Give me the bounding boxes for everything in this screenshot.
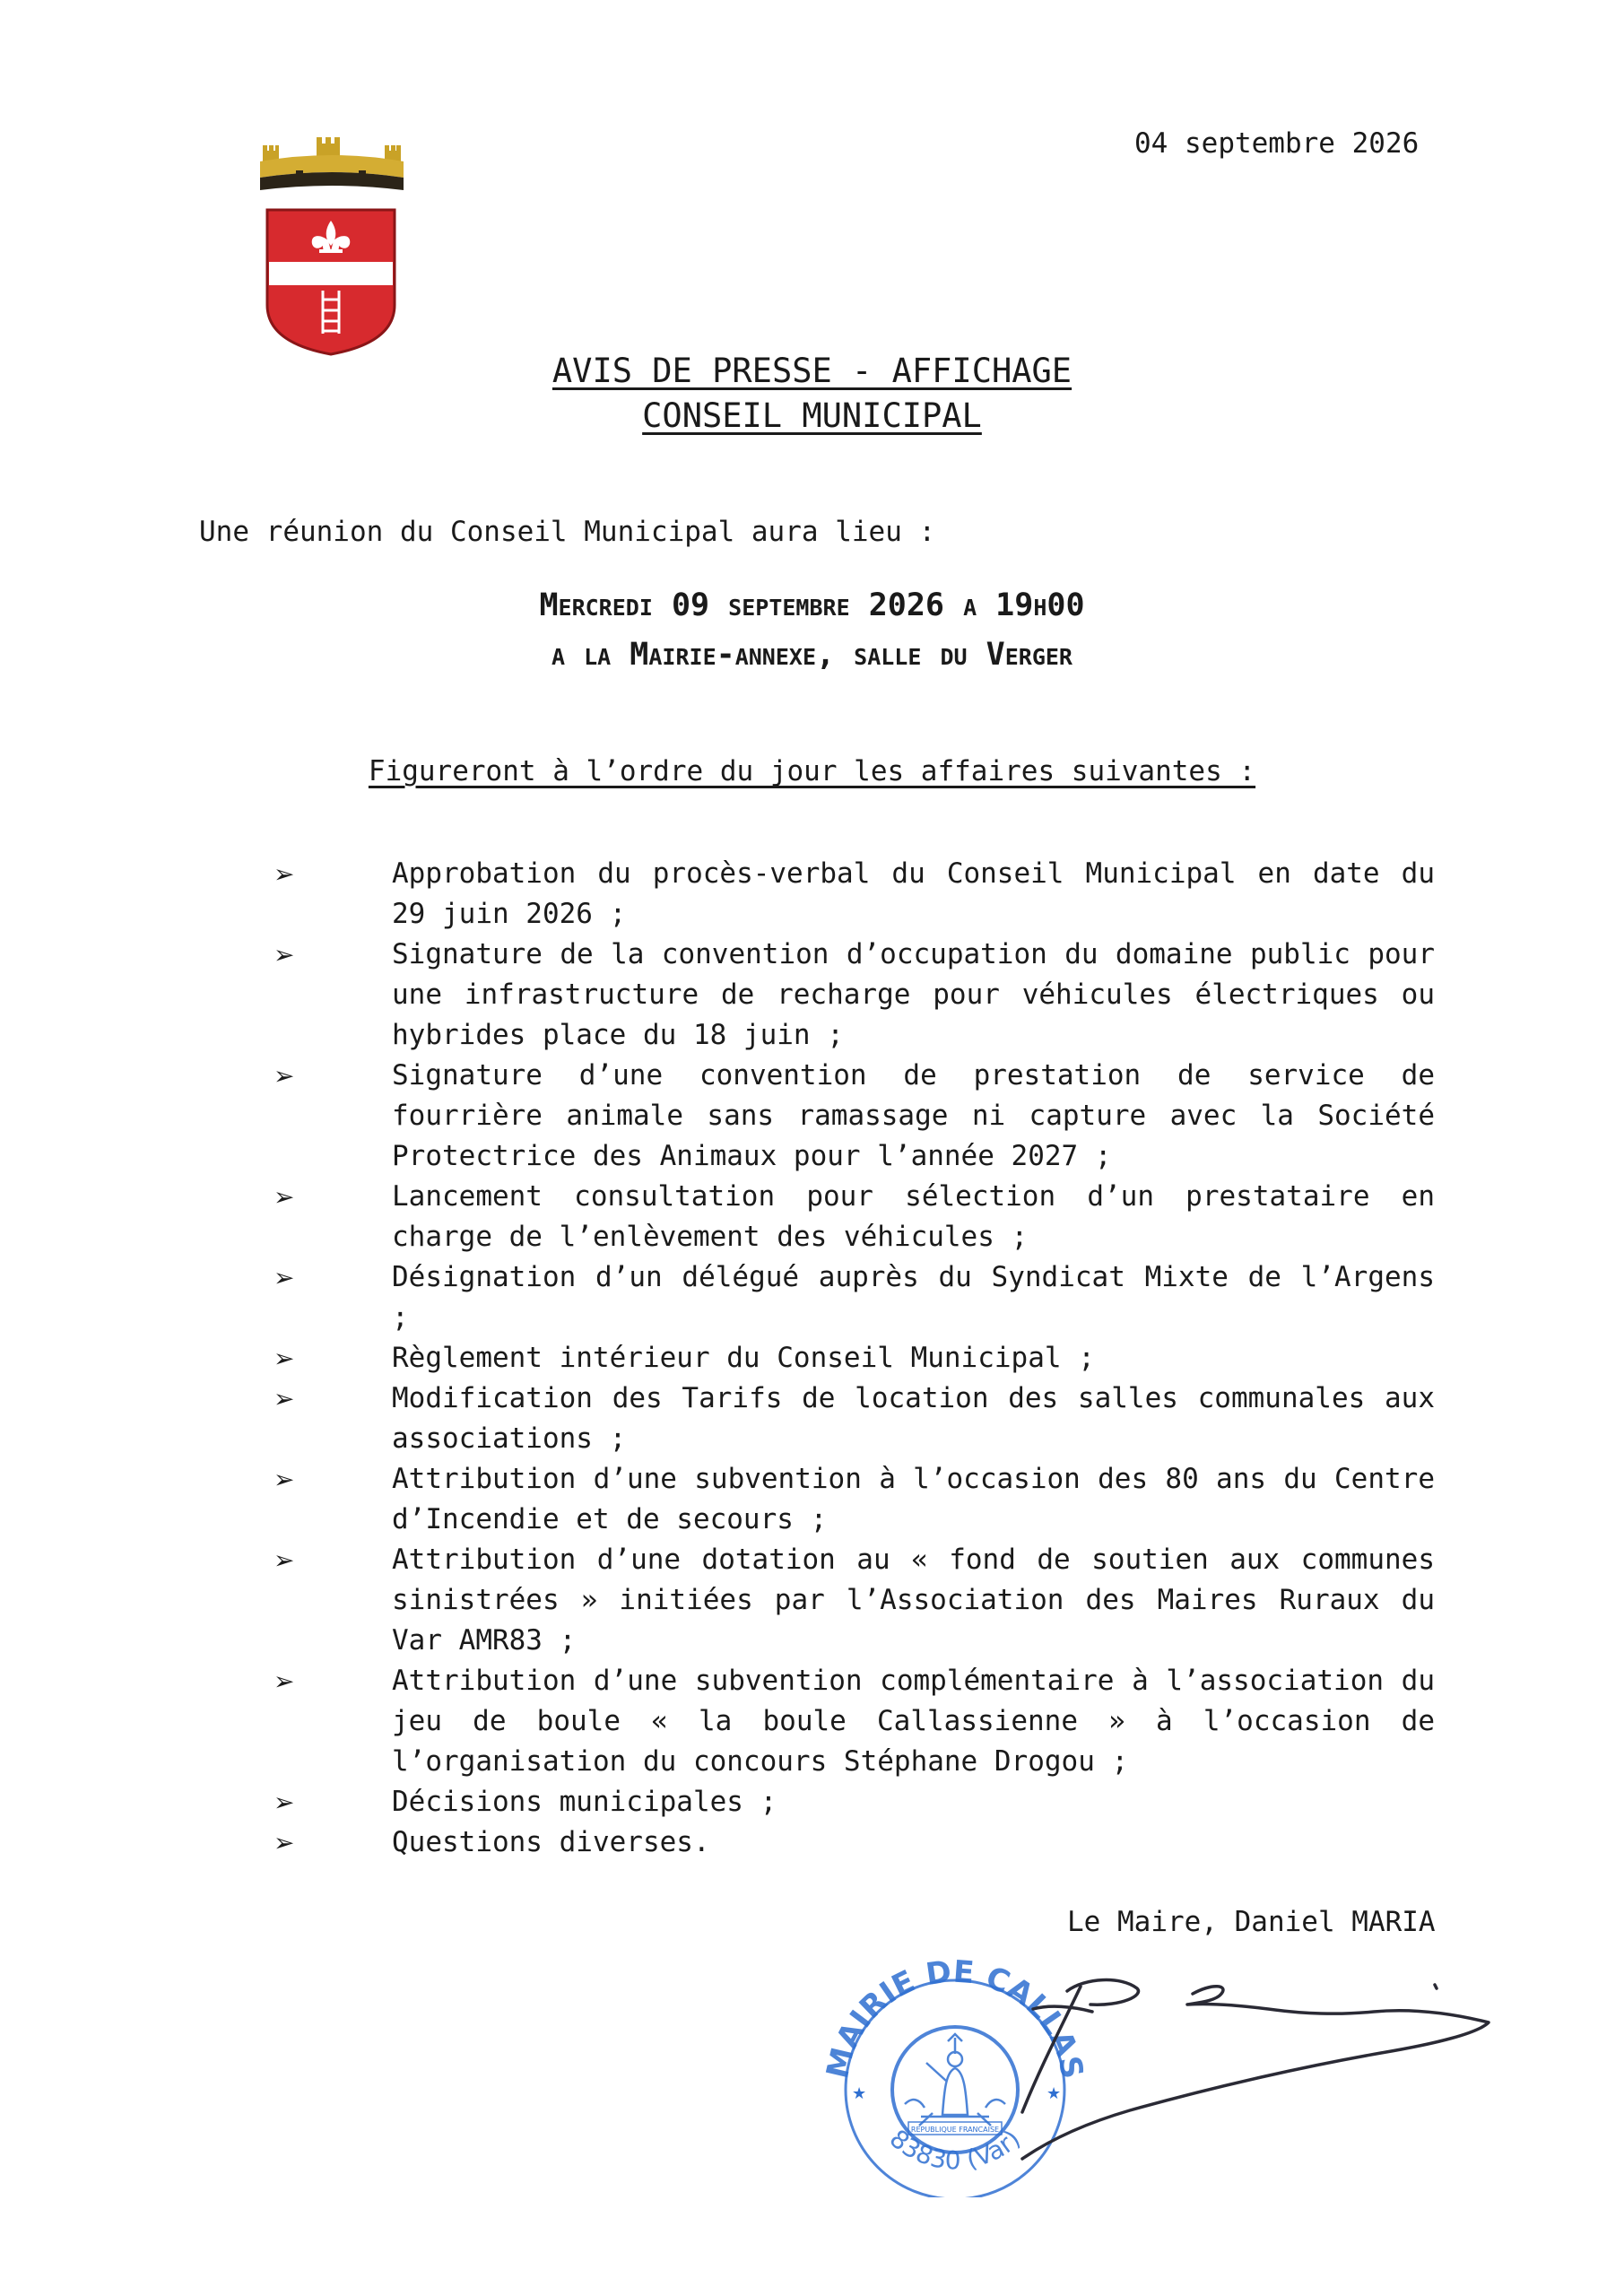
agenda-item-text: Attribution d’une subvention à l’occasion des 80 ans du Centre d’Incendie et de secours ; — [392, 1463, 1435, 1535]
agenda-item — [274, 1540, 1435, 1661]
shield-icon — [267, 210, 395, 354]
agenda-item-text: Attribution d’une subvention complémentaire à l’association du jeu de boule « la boule Callassienne » à l’occasion de l’organisation du concours Stéphane Drogou ; — [392, 1665, 1435, 1778]
agenda-item — [274, 1378, 1435, 1459]
notice-title: AVIS DE PRESSE - AFFICHAGE — [551, 352, 1073, 390]
arrow-bullet-icon: ➢ — [274, 1344, 295, 1373]
agenda-item — [274, 854, 1435, 935]
arrow-bullet-icon: ➢ — [274, 1828, 295, 1857]
agenda-item-text: Décisions municipales ; — [392, 1786, 777, 1818]
arrow-bullet-icon: ➢ — [274, 1545, 295, 1575]
crown-icon — [260, 137, 404, 190]
agenda-list — [274, 854, 1435, 1863]
agenda-item-text: Questions diverses. — [392, 1826, 710, 1858]
agenda-item — [274, 1177, 1435, 1257]
agenda-item — [274, 1459, 1435, 1540]
agenda-item-text: Règlement intérieur du Conseil Municipal ; — [392, 1342, 1095, 1374]
agenda-item-text: Approbation du procès-verbal du Conseil Municipal en date du 29 juin 2026 ; — [392, 857, 1435, 930]
svg-text:REPUBLIQUE FRANCAISE: REPUBLIQUE FRANCAISE — [910, 2126, 1000, 2134]
svg-text:★: ★ — [1046, 2084, 1062, 2103]
arrow-bullet-icon: ➢ — [274, 1787, 295, 1817]
intro-text: Une réunion du Conseil Municipal aura lieu : — [199, 516, 936, 548]
svg-text:MAIRIE DE CALLAS: MAIRIE DE CALLAS — [820, 1955, 1090, 2083]
notice-subtitle: CONSEIL MUNICIPAL — [642, 396, 982, 435]
agenda-item — [274, 1782, 1435, 1822]
document-date: 04 septembre 2026 — [1134, 127, 1420, 160]
agenda-item — [274, 1338, 1435, 1378]
arrow-bullet-icon: ➢ — [274, 1666, 295, 1696]
meeting-location: a la Mairie-annexe, salle du Verger — [551, 637, 1073, 673]
meeting-datetime: Mercredi 09 septembre 2026 a 19h00 — [539, 587, 1085, 623]
agenda-heading: Figureront à l’ordre du jour les affaires suivantes : — [368, 755, 1256, 787]
mayor-signature-line: Le Maire, Daniel MARIA — [1067, 1906, 1436, 1938]
agenda-item-text: Modification des Tarifs de location des salles communales aux associations ; — [392, 1382, 1435, 1455]
svg-text:★: ★ — [852, 2084, 867, 2103]
agenda-item-text: Désignation d’un délégué auprès du Syndicat Mixte de l’Argens ; — [392, 1261, 1435, 1334]
agenda-item — [274, 1822, 1435, 1863]
svg-text:83830 (Var): 83830 (Var) — [883, 2123, 1027, 2176]
agenda-item-text: Attribution d’une dotation au « fond de soutien aux communes sinistrées » initiées par l’Association des Maires Ruraux du Var AMR83 ; — [392, 1544, 1435, 1657]
agenda-item — [274, 1056, 1435, 1177]
handwritten-signature — [986, 1960, 1507, 2175]
arrow-bullet-icon: ➢ — [274, 1465, 295, 1494]
agenda-item — [274, 1661, 1435, 1782]
arrow-bullet-icon: ➢ — [274, 1061, 295, 1091]
agenda-item-text: Signature de la convention d’occupation du domaine public pour une infrastructure de recharge pour véhicules électriques ou hybrides place du 18 juin ; — [392, 938, 1435, 1051]
agenda-item-text: Signature d’une convention de prestation de service de fourrière animale sans ramassage ni capture avec la Société Protectrice des Animaux pour l’année 2027 ; — [392, 1059, 1435, 1172]
agenda-item-text: Lancement consultation pour sélection d’un prestataire en charge de l’enlèvement des véhicules ; — [392, 1180, 1435, 1253]
coat-of-arms-logo — [260, 135, 404, 359]
agenda-item — [274, 1257, 1435, 1338]
arrow-bullet-icon: ➢ — [274, 1384, 295, 1413]
arrow-bullet-icon: ➢ — [274, 859, 295, 889]
agenda-item — [274, 935, 1435, 1056]
arrow-bullet-icon: ➢ — [274, 1263, 295, 1292]
arrow-bullet-icon: ➢ — [274, 940, 295, 970]
arrow-bullet-icon: ➢ — [274, 1182, 295, 1212]
